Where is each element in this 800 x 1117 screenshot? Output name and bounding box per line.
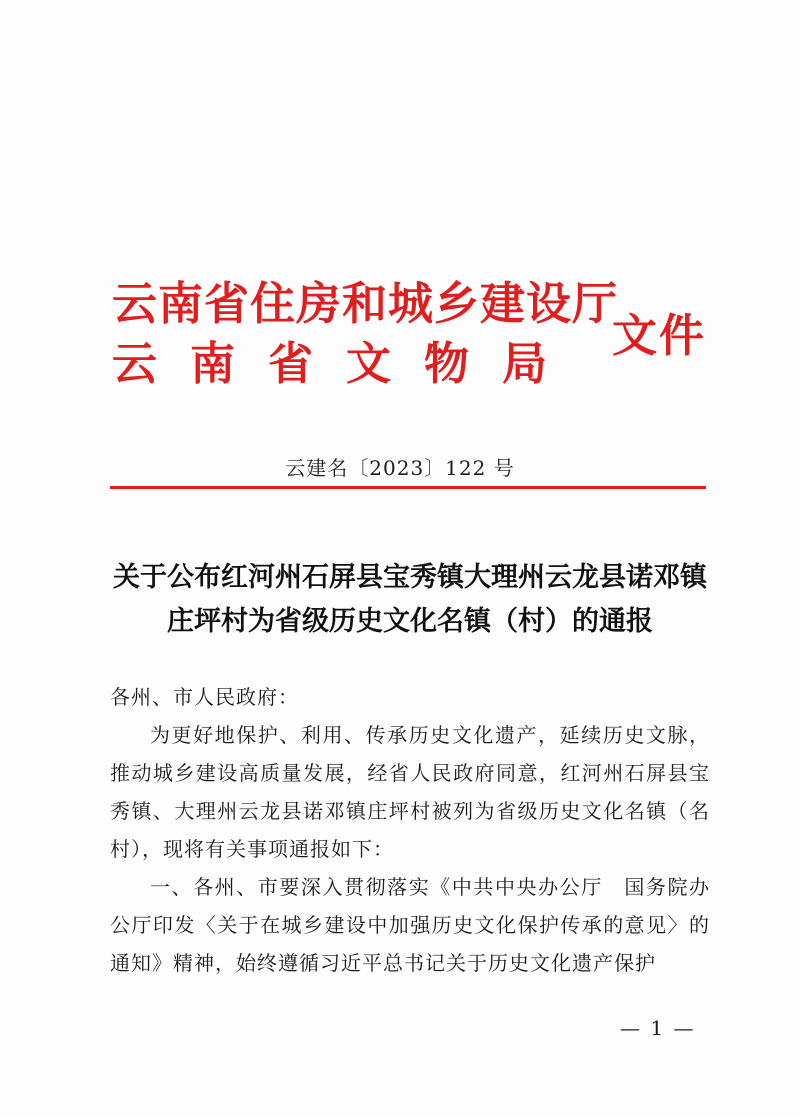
issuer-housing-department: 云南省住房和城乡建设厅 — [112, 277, 619, 330]
red-header — [112, 270, 712, 400]
document-title: 关于公布红河州石屏县宝秀镇大理州云龙县诺邓镇庄坪村为省级历史文化名镇（村）的通报 — [113, 562, 707, 637]
addressee: 各州、市人民政府： — [110, 685, 299, 709]
issuer-cultural-relics-bureau: 云南省文物局 — [112, 337, 581, 390]
document-number: 云建名〔2023〕122 号 — [285, 456, 515, 480]
document-type-label: 文件 — [612, 309, 707, 362]
red-divider-line — [110, 486, 706, 489]
page-number: — 1 — — [620, 1016, 696, 1040]
paragraph-intro: 为更好地保护、利用、传承历史文化遗产，延续历史文脉，推动城乡建设高质量发展，经省人民政府同意，红河州石屏县宝秀镇、大理州云龙县诺邓镇庄坪村被列为省级历史文化名镇（名村），现将有关事项通报如下： — [110, 723, 710, 861]
paragraph-item-1: 一、各州、市要深入贯彻落实《中共中央办公厅 国务院办公厅印发〈关于在城乡建设中加强历史文化保护传承的意见〉的通知》精神，始终遵循习近平总书记关于历史文化遗产保护 — [110, 875, 710, 975]
document-body — [110, 678, 710, 982]
